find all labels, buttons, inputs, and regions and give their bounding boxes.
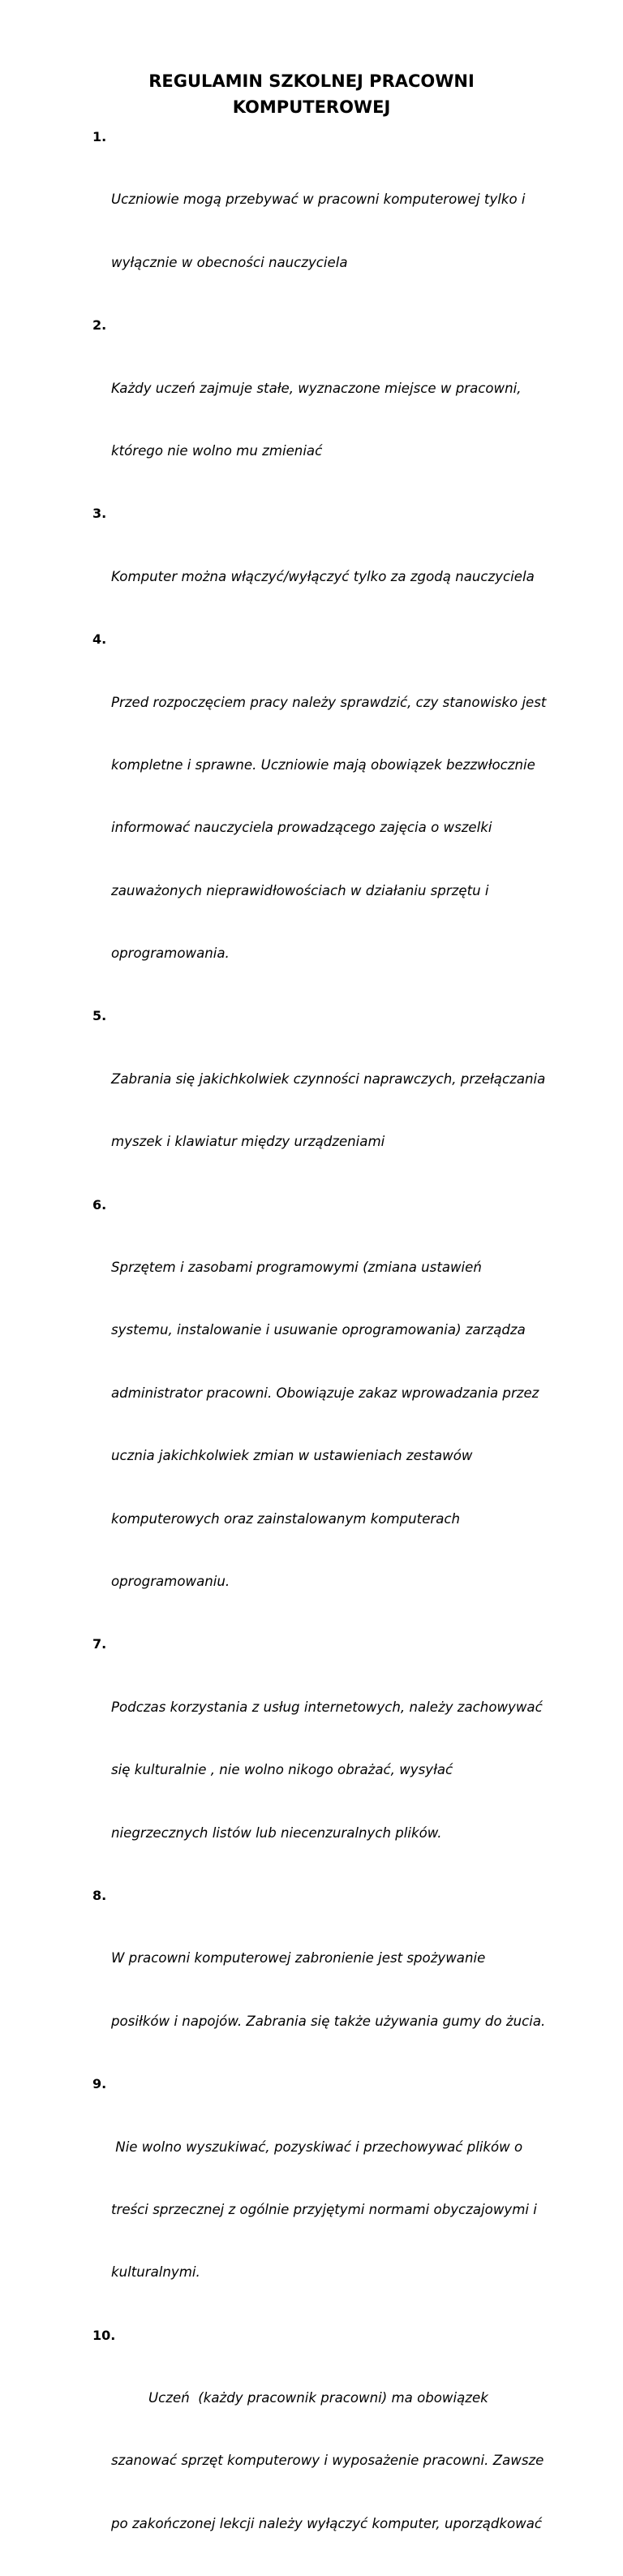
rule-number: 2. <box>92 317 107 334</box>
rule-text-line: Sprzętem i zasobami programowymi (zmiana ustawień <box>111 1260 482 1276</box>
rule-number: 10. <box>92 2327 116 2343</box>
rule-text-line: się kulturalnie , nie wolno nikogo obrażać, wysyłać <box>111 1762 453 1778</box>
rule-text-line: którego nie wolno mu zmieniać <box>111 442 323 459</box>
rule-text-line: administrator pracowni. Obowiązuje zakaz wprowadzania przez <box>111 1385 539 1401</box>
rule-text-line: po zakończonej lekcji należy wyłączyć komputer, uporządkować <box>111 2515 543 2531</box>
rule-text-line: szanować sprzęt komputerowy i wyposażenie pracowni. Zawsze <box>111 2453 544 2469</box>
rule-text-line: wyłącznie w obecności nauczyciela <box>111 254 348 270</box>
rule-text-line: kulturalnymi. <box>111 2264 200 2281</box>
rule-number: 9. <box>92 2076 107 2092</box>
rule-text-line: kompletne i sprawne. Uczniowie mają obowiązek bezzwłocznie <box>111 756 535 773</box>
rule-text-line: Zabrania się jakichkolwiek czynności naprawczych, przełączania <box>111 1070 546 1087</box>
rule-item <box>0 1006 549 1194</box>
rule-text-line: Podczas korzystania z usług internetowych, należy zachowywać <box>111 1699 543 1715</box>
rule-item <box>0 127 549 315</box>
rule-text-line: ucznia jakichkolwiek zmian w ustawieniach zestawów <box>111 1448 473 1464</box>
rule-text-line: systemu, instalowanie i usuwanie oprogramowania) zarządza <box>111 1322 526 1338</box>
rules-list <box>0 127 623 2576</box>
rule-text-line: oprogramowania. <box>111 946 230 962</box>
rule-item <box>0 1195 549 1635</box>
title-line: KOMPUTEROWEJ <box>232 97 391 117</box>
rule-number: 4. <box>92 631 107 648</box>
rule-item <box>0 503 549 629</box>
rule-item <box>0 1885 549 2074</box>
rule-number: 6. <box>92 1196 107 1213</box>
rule-number: 3. <box>92 506 107 522</box>
document-title <box>78 68 545 120</box>
rule-text-line: niegrzecznych listów lub niecenzuralnych plików. <box>111 1824 442 1841</box>
rule-text-line: informować nauczyciela prowadzącego zajęcia o wszelki <box>111 820 492 836</box>
rule-number: 5. <box>92 1008 107 1024</box>
rule-number: 7. <box>92 1636 107 1652</box>
rule-item <box>0 2074 549 2325</box>
rule-text-line: myszek i klawiatur między urządzeniami <box>111 1134 385 1150</box>
rule-text-line: Przed rozpoczęciem pracy należy sprawdzić, czy stanowisko jest <box>111 694 547 710</box>
rule-number: 1. <box>92 129 107 144</box>
rule-item <box>0 629 549 1006</box>
rule-text-line: Nie wolno wyszukiwać, pozyskiwać i przechowywać plików o <box>111 2139 523 2155</box>
rule-item <box>0 315 549 503</box>
rule-text-line: posiłków i napojów. Zabrania się także używania gumy do żucia. <box>111 2013 546 2029</box>
rule-text-line: zauważonych nieprawidłowościach w działaniu sprzętu i <box>111 882 489 898</box>
title-line: REGULAMIN SZKOLNEJ PRACOWNI <box>148 71 475 91</box>
rule-text-line: oprogramowaniu. <box>111 1573 230 1589</box>
rule-item <box>0 1634 549 1885</box>
rule-number: 8. <box>92 1887 107 1903</box>
rule-text-line: Komputer można włączyć/wyłączyć tylko za zgodą nauczyciela <box>111 568 535 584</box>
rule-text-line: treści sprzecznej z ogólnie przyjętymi normami obyczajowymi i <box>111 2201 537 2217</box>
rule-text-line: Uczniowie mogą przebywać w pracowni komputerowej tylko i <box>111 192 526 208</box>
rule-text-line: W pracowni komputerowej zabronienie jest spożywanie <box>111 1950 486 1966</box>
rule-text-line: komputerowych oraz zainstalowanym komputerach <box>111 1510 461 1527</box>
rule-text-line: Uczeń (każdy pracownik pracowni) ma obowiązek <box>148 2390 488 2406</box>
rule-item <box>0 2325 549 2576</box>
rule-text-line: Każdy uczeń zajmuje stałe, wyznaczone miejsce w pracowni, <box>111 380 522 396</box>
